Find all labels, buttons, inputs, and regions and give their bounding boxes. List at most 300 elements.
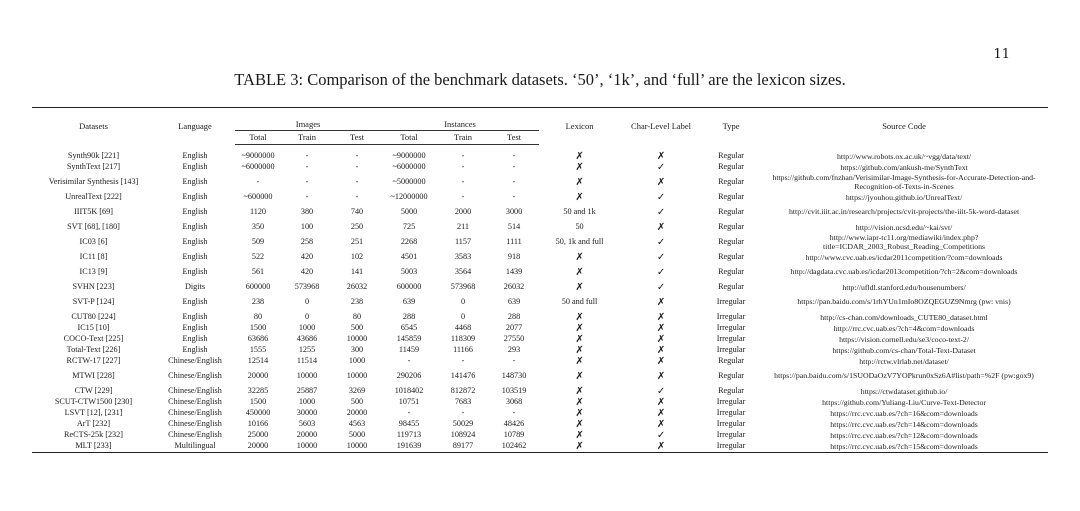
cell-images-total: 1120 xyxy=(249,207,267,217)
cell-lexicon: ✗ xyxy=(575,176,584,188)
cell-instances-total: 1018402 xyxy=(394,386,424,396)
cell-instances-test: 1439 xyxy=(505,267,523,277)
cell-instances-train: 89177 xyxy=(437,441,489,453)
cell-instances-test: 2077 xyxy=(505,323,523,333)
cell-instances-test: 1111 xyxy=(506,237,522,247)
cell-char-level-label: ✓ xyxy=(656,282,666,293)
cell-images-train: 380 xyxy=(300,207,314,217)
table-row xyxy=(32,173,1048,192)
cell-images-test: 20000 xyxy=(346,408,368,418)
cell-type: Irregular xyxy=(716,312,746,322)
cell-instances-test: 3000 xyxy=(505,207,523,217)
cell-dataset: MLT [233] xyxy=(32,441,155,453)
cell-source-code: http://www.robots.ox.ac.uk/~vgg/data/text/ xyxy=(837,151,972,161)
cell-type: Regular xyxy=(718,237,744,247)
cell-instances-test: 48426 xyxy=(503,419,525,429)
cell-source-code: http://cvit.iiit.ac.in/research/projects/cvit-projects/the-iiit-5k-word-dataset xyxy=(788,207,1020,217)
cell-images-total: 32285 xyxy=(247,386,269,396)
cell-instances-train: - xyxy=(461,408,465,418)
table-row xyxy=(32,252,1048,263)
cell-instances-train: - xyxy=(461,356,465,366)
header-images-train: Train xyxy=(281,131,333,145)
table-row xyxy=(32,356,1048,367)
cell-dataset: IC03 [6] xyxy=(79,237,108,247)
cell-char-level-label: ✗ xyxy=(656,176,666,188)
cell-type: Regular xyxy=(718,282,744,292)
cell-type: Irregular xyxy=(716,408,746,418)
cell-language: English xyxy=(182,192,208,202)
cell-char-level-label: ✗ xyxy=(656,312,666,323)
cell-images-test: 300 xyxy=(350,345,364,355)
cell-instances-total: - xyxy=(407,408,411,418)
cell-char-level-label: ✓ xyxy=(656,192,666,203)
cell-images-train: 5603 xyxy=(298,419,316,429)
cell-instances-train: 812872 xyxy=(450,386,476,396)
cell-char-level-label: ✗ xyxy=(656,323,666,334)
table-row xyxy=(32,334,1048,345)
cell-source-code: http://ufldl.stanford.edu/housenumbers/ xyxy=(842,282,966,292)
table-row xyxy=(32,162,1048,173)
cell-images-train: 1000 xyxy=(298,397,316,407)
cell-instances-test: 27550 xyxy=(503,334,525,344)
cell-instances-train: 141476 xyxy=(450,371,476,381)
cell-source-code: https://github.com/ankush-me/SynthText xyxy=(840,162,968,172)
cell-dataset: UnrealText [222] xyxy=(65,192,122,202)
cell-instances-total: 98455 xyxy=(398,419,420,429)
cell-images-test: 1000 xyxy=(348,356,366,366)
cell-dataset: ArT [232] xyxy=(76,419,111,429)
cell-lexicon: 50 and 1k xyxy=(563,207,596,217)
cell-instances-test: 288 xyxy=(507,312,521,322)
table-row xyxy=(32,282,1048,293)
cell-source-code: https://jyouhou.github.io/UnrealText/ xyxy=(845,192,963,202)
cell-instances-test: 3068 xyxy=(505,397,523,407)
cell-images-test: 740 xyxy=(350,207,364,217)
table-row xyxy=(32,263,1048,282)
cell-images-test: 10000 xyxy=(333,441,381,453)
cell-images-total: 450000 xyxy=(245,408,271,418)
cell-instances-train: 50029 xyxy=(452,419,474,429)
cell-instances-total: ~9000000 xyxy=(392,151,426,161)
cell-type: Regular xyxy=(718,252,744,262)
cell-char-level-label: ✗ xyxy=(656,419,666,430)
cell-type: Irregular xyxy=(716,297,746,307)
cell-images-test: 26032 xyxy=(346,282,368,292)
cell-type: Irregular xyxy=(702,441,760,453)
cell-lexicon: ✗ xyxy=(575,282,584,293)
cell-instances-train: 11166 xyxy=(453,345,473,355)
cell-language: English xyxy=(182,252,208,262)
cell-instances-train: - xyxy=(461,177,465,187)
cell-source-code: http://rrc.cvc.uab.es/?ch=4&com=downloads xyxy=(833,323,975,333)
page-number: 11 xyxy=(993,47,1010,62)
cell-language: English xyxy=(182,297,208,307)
cell-instances-test: - xyxy=(512,151,516,161)
cell-dataset: IC13 [9] xyxy=(79,267,108,277)
cell-instances-train: 573968 xyxy=(450,282,476,292)
cell-dataset: CUT80 [224] xyxy=(71,312,116,322)
cell-lexicon: ✗ xyxy=(575,370,584,382)
cell-images-total: 10166 xyxy=(247,419,269,429)
cell-images-total: 509 xyxy=(251,237,265,247)
cell-language: English xyxy=(182,312,208,322)
header-images-test: Test xyxy=(333,131,381,145)
cell-char-level-label: ✓ xyxy=(656,162,666,173)
cell-source-code: http://cs-chan.com/downloads_CUTE80_dataset.html xyxy=(820,312,988,322)
cell-char-level-label: ✓ xyxy=(656,236,666,248)
cell-char-level-label: ✗ xyxy=(656,397,666,408)
cell-language: English xyxy=(182,151,208,161)
cell-instances-total: 725 xyxy=(402,222,416,232)
header-char-level-label: Char-Level Label xyxy=(620,108,702,145)
cell-lexicon: ✗ xyxy=(575,356,584,367)
cell-lexicon: ✗ xyxy=(575,408,584,419)
cell-images-train: 10000 xyxy=(281,441,333,453)
table-row xyxy=(32,345,1048,356)
cell-source-code: https://pan.baidu.com/s/1SUODaOzV7YOPkrun0xSz6A#list/path=%2F (pw:gox9) xyxy=(774,371,1034,381)
cell-source-code: https://vision.cornell.edu/se3/coco-text-2/ xyxy=(839,334,969,344)
cell-instances-test: - xyxy=(512,192,516,202)
cell-source-code: https://pan.baidu.com/s/1rhYUn1mIo8OZQEGUZ9Nmrg (pw: vnis) xyxy=(797,297,1011,307)
cell-dataset: Verisimilar Synthesis [143] xyxy=(48,177,139,187)
header-instances-train: Train xyxy=(437,131,489,145)
cell-type: Regular xyxy=(718,151,744,161)
cell-images-test: 80 xyxy=(352,312,362,322)
cell-instances-total: 119713 xyxy=(396,430,422,440)
table-row xyxy=(32,151,1048,162)
cell-instances-total: 4501 xyxy=(400,252,418,262)
cell-lexicon: ✗ xyxy=(575,312,584,323)
header-language: Language xyxy=(155,108,235,145)
cell-lexicon: ✗ xyxy=(539,441,620,453)
cell-language: Digits xyxy=(184,282,206,292)
cell-images-total: 20000 xyxy=(247,371,269,381)
cell-images-train: 100 xyxy=(300,222,314,232)
cell-type: Regular xyxy=(718,356,744,366)
cell-images-train: 25887 xyxy=(296,386,318,396)
cell-instances-test: - xyxy=(512,162,516,172)
cell-instances-total: 288 xyxy=(402,312,416,322)
cell-instances-train: 0 xyxy=(460,297,466,307)
cell-images-total: ~6000000 xyxy=(241,162,275,172)
cell-images-total: 561 xyxy=(251,267,265,277)
cell-dataset: IIIT5K [69] xyxy=(74,207,113,217)
cell-language: English xyxy=(182,334,208,344)
cell-char-level-label: ✗ xyxy=(656,296,666,308)
cell-char-level-label: ✗ xyxy=(656,370,666,382)
cell-language: Chinese/English xyxy=(168,430,222,440)
cell-images-total: 12514 xyxy=(247,356,269,366)
cell-images-total: ~600000 xyxy=(243,192,273,202)
cell-type: Regular xyxy=(718,371,744,381)
table-row xyxy=(32,408,1048,419)
cell-instances-total: 145859 xyxy=(396,334,422,344)
cell-instances-train: 3583 xyxy=(454,252,472,262)
cell-images-test: 141 xyxy=(350,267,364,277)
cell-lexicon: ✗ xyxy=(575,430,584,441)
cell-dataset: LSVT [12], [231] xyxy=(64,408,123,418)
cell-images-total: 1500 xyxy=(249,323,267,333)
cell-instances-total: 639 xyxy=(402,297,416,307)
cell-language: English xyxy=(182,323,208,333)
cell-instances-total: 5003 xyxy=(400,267,418,277)
table-row xyxy=(32,441,1048,453)
cell-type: Irregular xyxy=(716,345,746,355)
cell-images-train: 30000 xyxy=(296,408,318,418)
cell-char-level-label: ✗ xyxy=(656,408,666,419)
cell-images-total: - xyxy=(256,177,260,187)
cell-type: Regular xyxy=(718,222,744,232)
cell-instances-test: - xyxy=(512,356,516,366)
header-instances: Instances xyxy=(381,108,539,131)
cell-images-train: - xyxy=(305,162,309,172)
cell-images-total: 522 xyxy=(251,252,265,262)
cell-language: English xyxy=(182,162,208,172)
cell-language: Chinese/English xyxy=(168,397,222,407)
cell-dataset: CTW [229] xyxy=(74,386,113,396)
cell-images-test: 3269 xyxy=(348,386,366,396)
cell-type: Irregular xyxy=(716,323,746,333)
cell-dataset: RCTW-17 [227] xyxy=(66,356,121,366)
cell-instances-train: 0 xyxy=(460,312,466,322)
cell-images-total: 80 xyxy=(253,312,263,322)
cell-type: Regular xyxy=(718,207,744,217)
cell-char-level-label: ✗ xyxy=(656,356,666,367)
cell-images-total: 1500 xyxy=(249,397,267,407)
cell-language: English xyxy=(182,207,208,217)
cell-images-train: 11514 xyxy=(296,356,318,366)
cell-dataset: MTWI [228] xyxy=(72,371,115,381)
header-images: Images xyxy=(235,108,381,131)
cell-instances-total: 11459 xyxy=(398,345,420,355)
cell-images-test: - xyxy=(355,162,359,172)
table-body xyxy=(32,145,1048,453)
cell-source-code: https://rrc.cvc.uab.es/?ch=15&com=downloads xyxy=(760,441,1048,453)
cell-images-test: 500 xyxy=(350,397,364,407)
cell-instances-test: 918 xyxy=(507,252,521,262)
cell-instances-test: - xyxy=(512,408,516,418)
cell-instances-train: 7683 xyxy=(454,397,472,407)
cell-char-level-label: ✓ xyxy=(656,386,666,397)
cell-instances-train: 2000 xyxy=(454,207,472,217)
cell-dataset: IC11 [8] xyxy=(79,252,108,262)
cell-images-total: ~9000000 xyxy=(241,151,275,161)
cell-images-test: 238 xyxy=(350,297,364,307)
cell-instances-train: - xyxy=(461,192,465,202)
cell-images-train: 420 xyxy=(300,267,314,277)
cell-language: Multilingual xyxy=(155,441,235,453)
cell-images-test: 5000 xyxy=(348,430,366,440)
cell-instances-test: 293 xyxy=(507,345,521,355)
cell-images-total: 25000 xyxy=(247,430,269,440)
cell-source-code: http://www.cvc.uab.es/icdar2011competition/?com=downloads xyxy=(805,252,1003,262)
cell-images-train: 10000 xyxy=(296,371,318,381)
cell-instances-test: 639 xyxy=(507,297,521,307)
table-row xyxy=(32,293,1048,312)
cell-lexicon: ✗ xyxy=(575,162,584,173)
cell-instances-test: 103519 xyxy=(501,386,527,396)
cell-dataset: COCO-Text [225] xyxy=(63,334,124,344)
cell-lexicon: ✗ xyxy=(575,323,584,334)
cell-images-train: 258 xyxy=(300,237,314,247)
header-instances-total: Total xyxy=(381,131,437,145)
cell-lexicon: 50 and full xyxy=(561,297,598,307)
cell-char-level-label: ✓ xyxy=(656,266,666,278)
table-row xyxy=(32,192,1048,203)
cell-language: English xyxy=(182,222,208,232)
cell-source-code: https://rrc.cvc.uab.es/?ch=12&com=downloads xyxy=(830,430,978,440)
cell-images-train: 573968 xyxy=(294,282,320,292)
cell-instances-train: 3564 xyxy=(454,267,472,277)
cell-instances-total: ~5000000 xyxy=(392,177,426,187)
cell-char-level-label: ✗ xyxy=(656,222,666,233)
cell-images-test: - xyxy=(355,177,359,187)
cell-images-test: 500 xyxy=(350,323,364,333)
cell-type: Regular xyxy=(718,386,744,396)
cell-images-test: 10000 xyxy=(346,371,368,381)
table-caption: TABLE 3: Comparison of the benchmark datasets. ‘50’, ‘1k’, and ‘full’ are the lexicon sizes. xyxy=(234,70,846,89)
cell-source-code: https://rrc.cvc.uab.es/?ch=16&com=downloads xyxy=(830,408,978,418)
cell-source-code: https://ctwdataset.github.io/ xyxy=(860,386,948,396)
cell-lexicon: ✗ xyxy=(575,252,584,263)
cell-instances-test: 514 xyxy=(507,222,521,232)
table-row xyxy=(32,233,1048,252)
cell-language: English xyxy=(182,345,208,355)
cell-lexicon: ✗ xyxy=(575,151,584,162)
table-row xyxy=(32,203,1048,222)
cell-dataset: SynthText [217] xyxy=(66,162,121,172)
cell-source-code: https://github.com/fnzhan/Verisimilar-Image-Synthesis-for-Accurate-Detection-and-Recognition-of-Texts-in-Scenes xyxy=(772,173,1036,191)
cell-instances-test: - xyxy=(512,177,516,187)
cell-instances-train: - xyxy=(461,151,465,161)
cell-images-total: 600000 xyxy=(245,282,271,292)
cell-char-level-label: ✗ xyxy=(620,441,702,453)
cell-images-test: 4563 xyxy=(348,419,366,429)
cell-images-train: 1000 xyxy=(298,323,316,333)
cell-type: Irregular xyxy=(716,430,746,440)
cell-char-level-label: ✗ xyxy=(656,151,666,162)
cell-type: Regular xyxy=(718,162,744,172)
header-lexicon: Lexicon xyxy=(539,108,620,145)
cell-language: Chinese/English xyxy=(168,408,222,418)
cell-images-test: 102 xyxy=(350,252,364,262)
cell-lexicon: ✗ xyxy=(575,397,584,408)
table-row xyxy=(32,222,1048,233)
cell-images-train: 0 xyxy=(304,297,310,307)
cell-instances-total: 6545 xyxy=(400,323,418,333)
cell-instances-test: 26032 xyxy=(503,282,525,292)
cell-instances-train: 211 xyxy=(457,222,469,232)
cell-lexicon: ✗ xyxy=(575,386,584,397)
cell-images-train: - xyxy=(305,151,309,161)
header-instances-test: Test xyxy=(489,131,539,145)
cell-instances-total: - xyxy=(407,356,411,366)
cell-dataset: Synth90k [221] xyxy=(67,151,120,161)
cell-language: English xyxy=(182,267,208,277)
header-source-code: Source Code xyxy=(760,108,1048,145)
cell-instances-train: 4468 xyxy=(454,323,472,333)
cell-type: Regular xyxy=(718,177,744,187)
cell-language: Chinese/English xyxy=(168,356,222,366)
cell-instances-test: 10789 xyxy=(503,430,525,440)
cell-char-level-label: ✗ xyxy=(656,345,666,356)
cell-dataset: SVT-P [124] xyxy=(72,297,115,307)
cell-instances-total: 5000 xyxy=(400,207,418,217)
cell-type: Irregular xyxy=(716,334,746,344)
cell-instances-total: ~6000000 xyxy=(392,162,426,172)
cell-type: Regular xyxy=(718,267,744,277)
table-row xyxy=(32,397,1048,408)
cell-language: Chinese/English xyxy=(168,386,222,396)
cell-lexicon: ✗ xyxy=(575,192,584,203)
cell-lexicon: ✗ xyxy=(575,419,584,430)
cell-instances-total: 10751 xyxy=(398,397,420,407)
cell-language: Chinese/English xyxy=(168,419,222,429)
cell-images-train: 20000 xyxy=(296,430,318,440)
cell-images-total: 238 xyxy=(251,297,265,307)
cell-images-train: 0 xyxy=(304,312,310,322)
cell-dataset: SCUT-CTW1500 [230] xyxy=(54,397,133,407)
header-type: Type xyxy=(702,108,760,145)
cell-instances-train: 1157 xyxy=(454,237,472,247)
cell-source-code: https://github.com/Yuliang-Liu/Curve-Text-Detector xyxy=(822,397,986,407)
cell-source-code: http://vision.ucsd.edu/~kai/svt/ xyxy=(855,222,953,232)
cell-instances-train: - xyxy=(461,162,465,172)
cell-images-total: 350 xyxy=(251,222,265,232)
cell-instances-train: 108924 xyxy=(450,430,476,440)
cell-images-train: - xyxy=(305,177,309,187)
cell-images-total: 63686 xyxy=(247,334,269,344)
cell-language: English xyxy=(182,237,208,247)
cell-char-level-label: ✓ xyxy=(656,252,666,263)
cell-images-train: 420 xyxy=(300,252,314,262)
benchmark-table xyxy=(32,107,1048,453)
cell-images-train: 1255 xyxy=(298,345,316,355)
cell-images-test: - xyxy=(355,192,359,202)
cell-char-level-label: ✓ xyxy=(656,206,666,218)
cell-dataset: SVHN [223] xyxy=(72,282,115,292)
cell-dataset: Total-Text [226] xyxy=(66,345,121,355)
table-row xyxy=(32,367,1048,386)
cell-images-total: 20000 xyxy=(235,441,281,453)
cell-instances-train: 118309 xyxy=(450,334,476,344)
cell-type: Regular xyxy=(718,192,744,202)
cell-instances-test: 102462 xyxy=(489,441,539,453)
cell-source-code: http://dagdata.cvc.uab.es/icdar2013competition/?ch=2&com=downloads xyxy=(790,267,1018,277)
cell-instances-total: 290206 xyxy=(396,371,422,381)
cell-images-train: 43686 xyxy=(296,334,318,344)
cell-type: Irregular xyxy=(716,397,746,407)
header-images-total: Total xyxy=(235,131,281,145)
cell-char-level-label: ✓ xyxy=(656,430,666,441)
cell-instances-test: 148730 xyxy=(501,371,527,381)
cell-lexicon: 50 xyxy=(575,222,584,232)
cell-source-code: http://www.iapr-tc11.org/mediawiki/index.php?title=ICDAR_2003_Robust_Reading_Competitions xyxy=(823,233,986,251)
cell-instances-total: 600000 xyxy=(396,282,422,292)
cell-images-test: - xyxy=(355,151,359,161)
cell-dataset: IC15 [10] xyxy=(77,323,110,333)
cell-instances-total: ~12000000 xyxy=(390,192,428,202)
cell-char-level-label: ✗ xyxy=(656,334,666,345)
cell-lexicon: ✗ xyxy=(575,266,584,278)
cell-images-test: 251 xyxy=(350,237,364,247)
cell-instances-total: 191639 xyxy=(381,441,437,453)
cell-instances-total: 2268 xyxy=(400,237,418,247)
table-row xyxy=(32,386,1048,397)
header-datasets: Datasets xyxy=(32,108,155,145)
table-row xyxy=(32,430,1048,441)
cell-lexicon: ✗ xyxy=(575,345,584,356)
